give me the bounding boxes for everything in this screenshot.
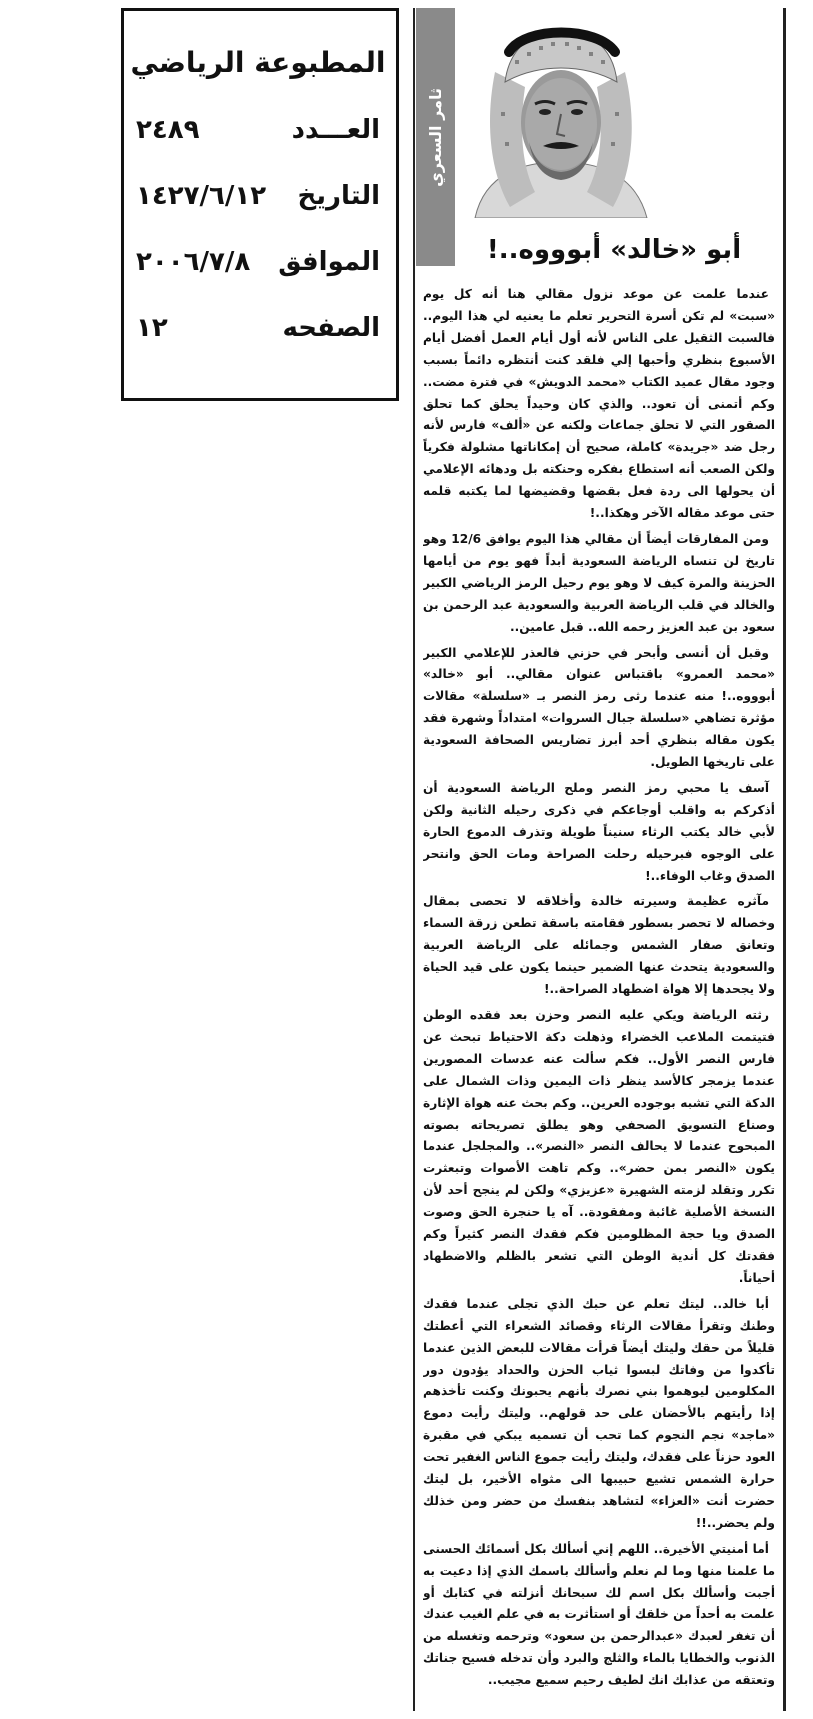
stamp-title-text: المطبوعة الرياضي <box>130 46 386 79</box>
stamp-date-row <box>136 183 380 209</box>
stamp-gregorian-row <box>136 249 380 275</box>
paragraph: أما أمنيتي الأخيرة.. اللهم إني أسألك بكل أسمائك الحسنى ما علمنا منها وما لم نعلم وأسألك باسمك الذي إذا دعيت به أجبت وأسألك بكل اسم لك سبحانك أنزلته في كتابك أو علمت به أحداً من خلقك أو استأثرت به في علم الغيب عندك أن تغفر لعبدك «عبدالرحمن بن سعود» وترحمه وتغسله من الذنوب والخطايا بالماء والثلج والبرد وأن تدخله فسيح جناتك وتعتقه من عذابك انك لطيف رحيم سميع مجيب.. <box>423 1541 775 1688</box>
stamp-page-label: الصفحه <box>282 313 380 343</box>
stamp-title <box>130 46 386 79</box>
author-strip <box>416 8 455 266</box>
paragraph: ومن المفارقات أيضاً أن مقالي هذا اليوم يوافق 12/6 وهو تاريخ لن تنساه الرياضة السعودية أبداً فهو يوم من أيامها الحزينة والمرة كيف لا وهو يوم رحيل الرمز الرياضي الكبير والخالد في قلب الرياضة العربية والسعودية عبد الرحمن بن سعود بن عبد العزيز رحمه الله.. قبل عامين.. <box>423 531 775 634</box>
paragraph: رثته الرياضة ويكي عليه النصر وحزن بعد فقده الوطن فتيتمت الملاعب الخضراء وذهلت دكة الاحتياط تبحث عن فارس النصر الأول.. فكم سألت عنه عدسات المصورين عندما يزمجر كالأسد ينظر ذات اليمين وذات الشمال على الدكة التي تشبه بوجوده العرين.. وكم بحث عنه هواة الإثارة وصناع التسويق الصحفي وهو يطلق تصريحاته بصوته المبحوح عندما لا يحالف النصر «النصر».. والمجلجل عندما يكون «النصر بمن حضر».. وكم تاهت الأصوات وتبعثرت تكرر وتقلد لزمته الشهيرة «عزيزي» ولكن لم ينجح أحد لأن النسخة الأصلية غائبة ومفقودة.. آه يا حنجرة الحق وصوت الصدق ويا حجة المظلومين فكم فقدك النصر كثيراً وكم فقدتك كل أندية الوطن التي تشعر بالظلم والاضطهاد أحياناً. <box>423 1008 775 1285</box>
article-headline: أبو «خالد» أبوووه..! <box>486 235 742 265</box>
author-portrait <box>465 12 655 218</box>
stamp-issue-row <box>136 117 380 143</box>
article-body <box>423 284 775 1707</box>
paragraph: أبا خالد.. ليتك تعلم عن حبك الذي تجلى عندما فقدك وطنك وتقرأ مقالات الرثاء وقصائد الشعراء التي أعطتك قليلاً من حقك وليتك أيضاً قرأت مقالات للبعض الذين عندما تأكدوا من وفاتك لبسوا ثياب الحزن والحداد يؤدون دور المكلومين ليوهموا بني نصرك بأنهم يحبونك وكنت تأخذهم إذا رأيتهم بالأحضان على حد قولهم.. وليتك رأيت دموع «ماجد» نجم النجوم كما تحب أن تسميه يبكي في مقبرة العود حزناً على فقدك، وليتك رأيت جموع الناس الغفير تحت حرارة الشمس تشيع حبيبها الى مثواه الأخير، بل ليتك حضرت أنت «العزاء» لتشاهد بنفسك من حضر ومن خذلك ولم يحضر..!! <box>423 1296 775 1530</box>
paragraph: وقبل أن أنسى وأبحر في حزني فالعذر للإعلامي الكبير «محمد العمرو» باقتباس عنوان مقالي.. أبو «خالد» أبوووه..! منه عندما رثى رمز النصر بـ «سلسلة» مقالات مؤثرة تضاهي «سلسلة جبال السروات» امتداداً وشهرة فقد يكون مقاله بنظري أحد أبرز تضاريس الصحافة السعودية على تاريخها الطويل. <box>423 645 775 770</box>
author-name: ثامر السعري <box>426 87 445 187</box>
stamp-issue-value: ٢٤٨٩ <box>136 115 200 145</box>
stamp-page-row <box>136 315 380 341</box>
newspaper-column <box>413 8 786 1711</box>
paragraph: عندما علمت عن موعد نزول مقالي هنا أنه كل يوم «سبت» لم تكن أسرة التحرير تعلم ما يعنيه لي هذا اليوم.. فالسبت الثقيل على الناس لأنه أول أيام العمل أفضل أيام الأسبوع بنظري وأحبها إلي فلقد كنت أنتظره دائماً بسبب وجود مقال عميد الكتاب «محمد الدويش» في فترة مضت.. وكم أتمنى أن تعود.. والذي كان وحيداً يحلق كما تحلق الصقور التي لا تحلق جماعات ولكنه عن «ألف» فارس لأنه رجل ضد «جريدة» كاملة، صحيح أن إمكاناتها مشلولة فكرياً ولكن الصعب أنه استطاع بفكره وحنكته بل ودهائه الإعلامي أن يحولها الى ردة فعل بقضها وقضيضها لما يكتبه قلمه حتى موعد مقاله الآخر وهكذا..! <box>423 287 775 521</box>
archive-stamp-box <box>121 8 399 401</box>
stamp-gregorian-label: الموافق <box>278 247 380 277</box>
paragraph: مآثره عظيمة وسيرته خالدة وأخلاقه لا تحصى بمقال وخصاله لا تحصر بسطور فقامته باسقة تطعن زرقة السماء وتعانق صفار الشمس وجمائله على الرياضة العربية والسعودية يتحدث عنها الضمير حينما يكون على قيد الحياة ولا يجحدها إلا هواة اضطهاد الصراحة..! <box>423 894 775 997</box>
stamp-gregorian-value: ٢٠٠٦/٧/٨ <box>136 247 251 277</box>
stamp-date-label: التاريخ <box>297 181 380 211</box>
stamp-page-value: ١٢ <box>136 313 168 343</box>
paragraph: آسف يا محبي رمز النصر وملح الرياضة السعودية أن أذكركم به واقلب أوجاعكم في ذكرى رحيله الثانية ولكن لأبي خالد يكتب الرثاء سنيناً طويلة وتذرف الدموع الحارة على الوجوه فبرحيله رحلت الصراحة ومات الحق وانتحر الصدق وغاب الوفاء..! <box>423 780 775 883</box>
stamp-date-value: ١٤٢٧/٦/١٢ <box>136 181 267 211</box>
stamp-issue-label: العـــدد <box>291 115 380 145</box>
